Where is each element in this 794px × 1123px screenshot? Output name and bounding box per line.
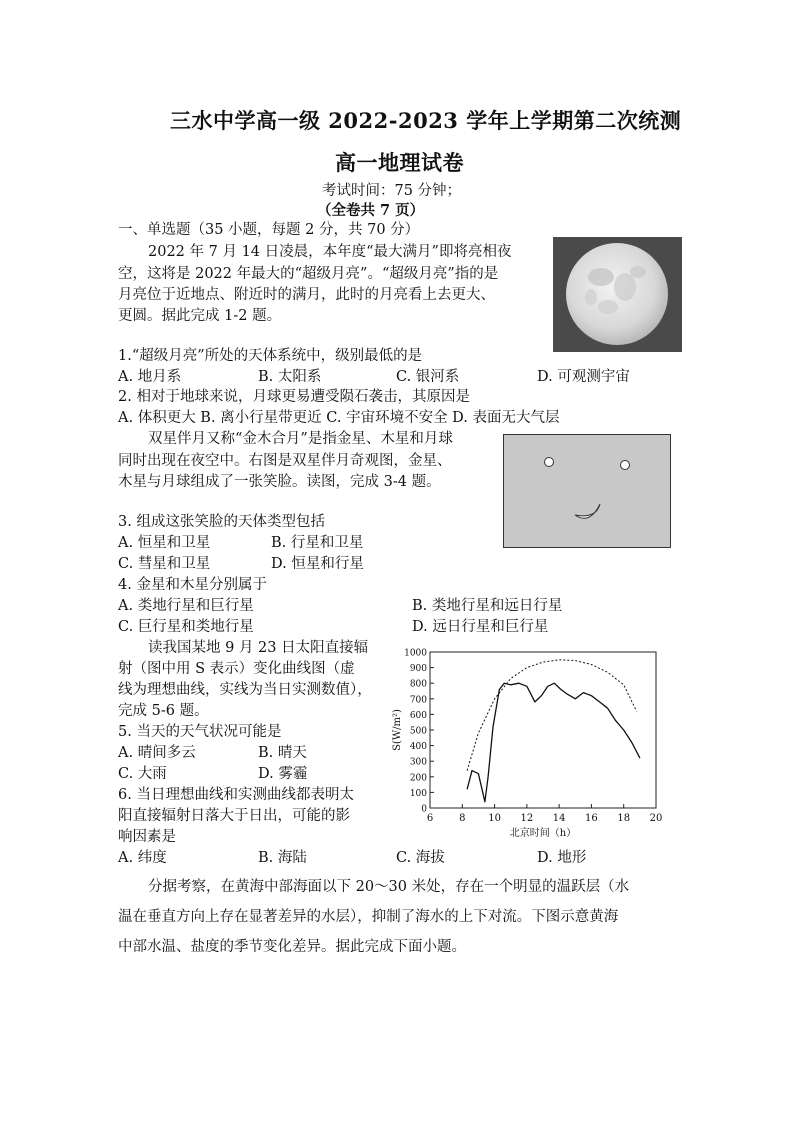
exam-subtitle: 高一地理试卷: [335, 150, 464, 175]
y-tick-label: 100: [409, 788, 427, 799]
q6-stem-line: 响因素是: [118, 829, 176, 845]
passage2-line: 同时出现在夜空中。右图是双星伴月奇观图，金星、: [118, 453, 452, 469]
y-tick-label: 0: [421, 804, 427, 815]
exam-time: 考试时间：75 分钟；: [322, 183, 462, 199]
q6-option: C. 海拔: [396, 850, 445, 866]
y-tick-label: 600: [409, 710, 427, 721]
q6-stem-line: 6. 当日理想曲线和实测曲线都表明太: [118, 787, 354, 803]
q3-option: A. 恒星和卫星: [118, 535, 211, 551]
q5-stem: 5. 当天的天气状况可能是: [118, 724, 282, 740]
moon-icon: [553, 237, 682, 352]
passage4-line: 中部水温、盐度的季节变化差异。据此完成下面小题。: [118, 939, 466, 955]
x-tick-label: 18: [617, 813, 631, 824]
q6-option: A. 纬度: [118, 850, 167, 866]
q1-option: B. 太阳系: [258, 369, 322, 385]
q5-option: C. 大雨: [118, 766, 167, 782]
q4-option: D. 远日行星和巨行星: [412, 619, 549, 635]
q2-options: A. 体积更大 B. 离小行星带更近 C. 宇宙环境不安全 D. 表面无大气层: [118, 410, 560, 426]
passage3-line: 射（图中用 S 表示）变化曲线图（虚: [118, 661, 355, 677]
q3-option: D. 恒星和行星: [271, 556, 364, 572]
crescent-moon-icon: [575, 504, 600, 518]
q5-option: B. 晴天: [258, 745, 307, 761]
measured-curve-line: [467, 683, 640, 802]
x-tick-label: 14: [552, 813, 566, 824]
q1-option: D. 可观测宇宙: [537, 369, 630, 385]
section-heading: 一、单选题（35 小题，每题 2 分，共 70 分）: [118, 222, 420, 238]
y-tick-label: 800: [409, 679, 427, 690]
smiley-sky-icon: [504, 435, 670, 547]
passage3-line: 线为理想曲线，实线为当日实测数值），: [118, 682, 372, 698]
q5-option: A. 晴间多云: [118, 745, 196, 761]
passage2-line: 木星与月球组成了一张笑脸。读图，完成 3-4 题。: [118, 474, 441, 490]
q3-option: C. 彗星和卫星: [118, 556, 211, 572]
y-tick-label: 500: [409, 726, 427, 737]
y-tick-label: 200: [409, 773, 427, 784]
q6-stem-line: 阳直接辐射日落大于日出，可能的影: [118, 808, 350, 824]
x-tick-label: 10: [488, 813, 501, 824]
q2-stem: 2. 相对于地球来说，月球更易遭受陨石袭击，其原因是: [118, 389, 470, 405]
y-tick-label: 400: [409, 742, 427, 753]
passage1-line: 2022 年 7 月 14 日凌晨，本年度“最大满月”即将亮相夜: [148, 244, 512, 260]
q4-option: C. 巨行星和类地行星: [118, 619, 254, 635]
q1-option: C. 银河系: [396, 369, 460, 385]
q1-option: A. 地月系: [118, 369, 182, 385]
passage1-line: 空，这将是 2022 年最大的“超级月亮”。“超级月亮”指的是: [118, 266, 499, 282]
y-axis-label: S(W/m²): [392, 709, 403, 751]
passage3-line: 完成 5-6 题。: [118, 703, 209, 719]
solar-radiation-chart: [390, 642, 670, 842]
passage4-line: 温在垂直方向上存在显著差异的水层），抑制了海水的上下对流。下图示意黄海: [118, 909, 619, 925]
q5-option: D. 雾霾: [258, 766, 308, 782]
passage2-line: 双星伴月又称“金木合月”是指金星、木星和月球: [148, 431, 453, 447]
y-tick-label: 900: [409, 664, 427, 675]
page-count: （全卷共 7 页）: [317, 202, 425, 219]
q4-stem: 4. 金星和木星分别属于: [118, 577, 267, 593]
y-tick-label: 300: [409, 757, 427, 768]
venus-dot: [545, 458, 554, 467]
q4-option: B. 类地行星和远日行星: [412, 598, 563, 614]
full-moon-image: [553, 237, 682, 352]
plot-frame: [430, 652, 656, 808]
q6-option: B. 海陆: [258, 850, 307, 866]
passage3-line: 读我国某地 9 月 23 日太阳直接辐: [148, 640, 369, 656]
x-tick-label: 6: [426, 813, 434, 824]
x-tick-label: 16: [585, 813, 598, 824]
q1-stem: 1.“超级月亮”所处的天体系统中，级别最低的是: [118, 348, 423, 364]
ideal-curve-line: [467, 660, 636, 771]
q3-option: B. 行星和卫星: [271, 535, 364, 551]
double-star-moon-image: [503, 434, 671, 548]
jupiter-dot: [621, 461, 630, 470]
x-tick-label: 12: [520, 813, 534, 824]
x-tick-label: 8: [459, 813, 466, 824]
y-tick-label: 1000: [404, 648, 427, 659]
passage4-line: 分据考察，在黄海中部海面以下 20～30 米处，存在一个明显的温跃层（水: [148, 879, 630, 895]
exam-title: 三水中学高一级 2022-2023 学年上学期第二次统测: [170, 108, 682, 133]
q3-stem: 3. 组成这张笑脸的天体类型包括: [118, 514, 325, 530]
y-tick-label: 700: [409, 695, 427, 706]
passage1-line: 更圆。据此完成 1-2 题。: [118, 308, 282, 324]
x-tick-label: 20: [649, 813, 663, 824]
q6-option: D. 地形: [537, 850, 587, 866]
x-axis-label: 北京时间（h）: [509, 828, 577, 839]
passage1-line: 月亮位于近地点、附近时的满月，此时的月亮看上去更大、: [118, 287, 495, 303]
q4-option: A. 类地行星和巨行星: [118, 598, 254, 614]
